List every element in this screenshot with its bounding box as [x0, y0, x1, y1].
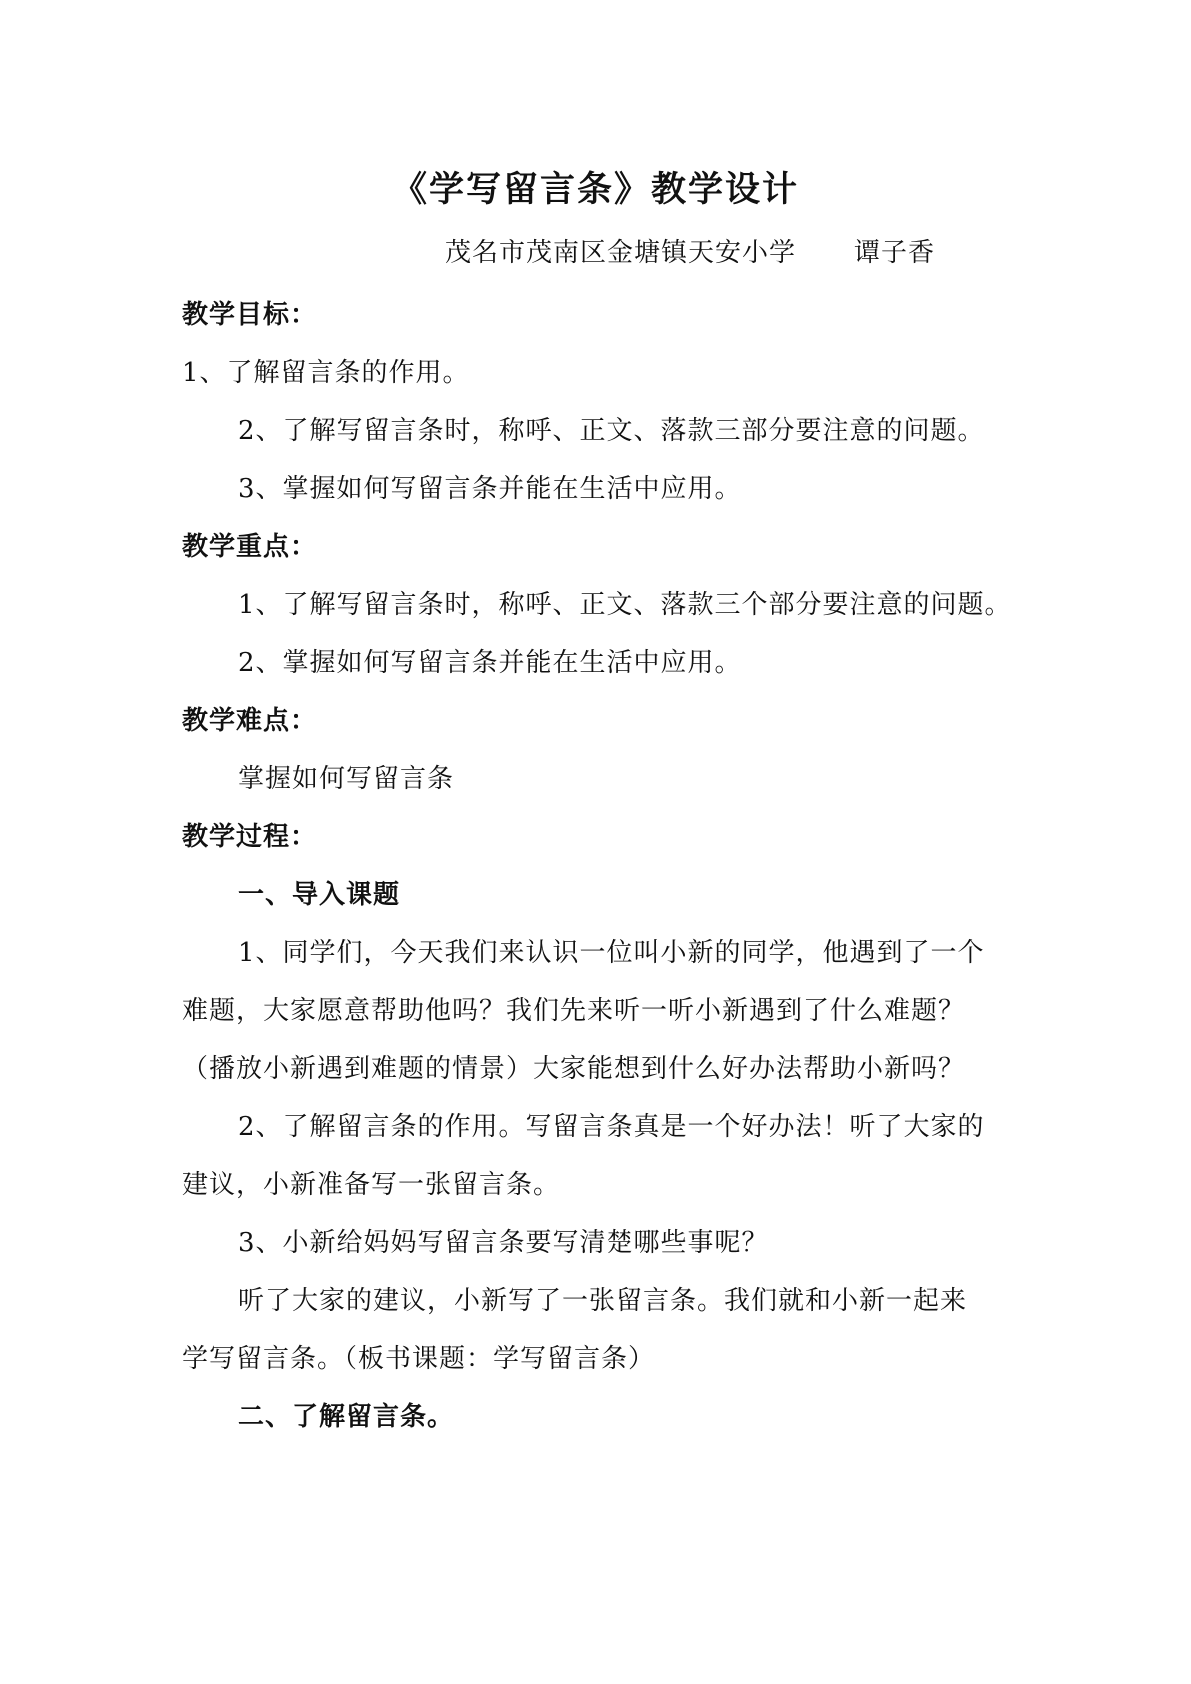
objectives-heading: 教学目标：: [182, 300, 318, 330]
document-title: 《学写留言条》教学设计: [391, 169, 799, 210]
key-points-heading: 教学重点：: [182, 532, 318, 562]
key-point-item: 2、掌握如何写留言条并能在生活中应用。: [238, 648, 742, 678]
section-heading: 二、了解留言条。: [238, 1402, 455, 1432]
paragraph-line: 1、同学们，今天我们来认识一位叫小新的同学，他遇到了一个: [238, 938, 985, 968]
paragraph-line: （播放小新遇到难题的情景）大家能想到什么好办法帮助小新吗？: [182, 1054, 966, 1084]
section-heading: 一、导入课题: [238, 880, 401, 910]
objective-item: 3、掌握如何写留言条并能在生活中应用。: [238, 474, 742, 504]
paragraph-line: 学写留言条。（板书课题：学写留言条）: [182, 1344, 656, 1374]
byline: [445, 236, 935, 270]
key-point-item: 1、了解写留言条时，称呼、正文、落款三个部分要注意的问题。: [238, 590, 1012, 620]
objective-item: 1、了解留言条的作用。: [182, 358, 470, 388]
paragraph-line: 听了大家的建议，小新写了一张留言条。我们就和小新一起来: [238, 1286, 968, 1316]
difficulty-heading: 教学难点：: [182, 706, 318, 736]
school-name: 茂名市茂南区金塘镇天安小学: [445, 238, 797, 268]
objective-item: 2、了解写留言条时，称呼、正文、落款三部分要注意的问题。: [238, 416, 985, 446]
author-name: 谭子香: [854, 238, 936, 268]
paragraph-line: 3、小新给妈妈写留言条要写清楚哪些事呢？: [238, 1228, 769, 1258]
process-heading: 教学过程：: [182, 822, 318, 852]
difficulty-text: 掌握如何写留言条: [238, 764, 455, 794]
paragraph-line: 2、了解留言条的作用。写留言条真是一个好办法！听了大家的: [238, 1112, 985, 1142]
paragraph-line: 建议，小新准备写一张留言条。: [182, 1170, 561, 1200]
paragraph-line: 难题，大家愿意帮助他吗？我们先来听一听小新遇到了什么难题？: [182, 996, 966, 1026]
